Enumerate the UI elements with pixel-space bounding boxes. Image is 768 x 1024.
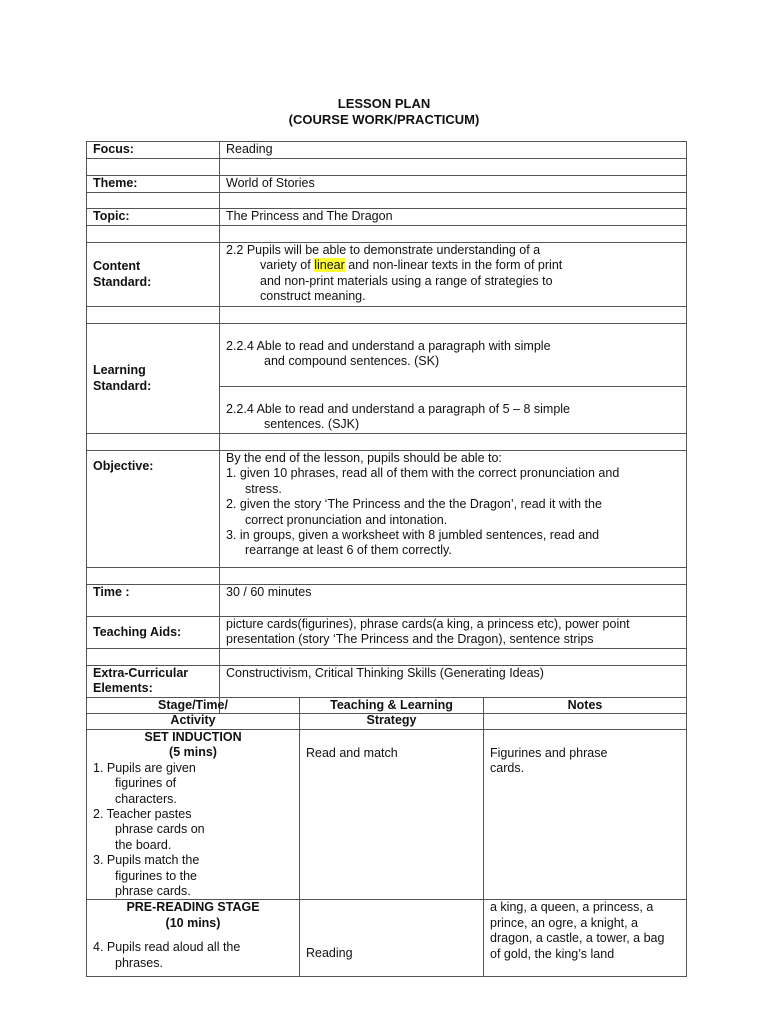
theme-value: World of Stories: [220, 176, 687, 193]
content-standard-label: [87, 243, 220, 307]
stage-header-line2: Activity: [170, 713, 216, 728]
extra-curricular-label-line2: Elements:: [93, 681, 153, 696]
learning-standard-label: [87, 324, 220, 434]
learning-standard-sk: [220, 324, 687, 387]
topic-row: [87, 209, 687, 226]
extra-curricular-value: Constructivism, Critical Thinking Skills (Generating Ideas): [220, 666, 687, 698]
time-label: Time :: [87, 585, 220, 617]
learning-standard-label-line1: Learning: [93, 363, 146, 378]
teaching-aids-line2: presentation (story ‘The Princess and the Dragon), sentence strips: [226, 632, 594, 647]
time-row: [87, 585, 687, 617]
objective-2-line2: correct pronunciation and intonation.: [245, 512, 448, 527]
document-title: LESSON PLAN: [337, 96, 431, 111]
lesson-details-table: [86, 141, 687, 714]
content-standard-line2-start: variety of: [260, 258, 315, 273]
highlighted-word: linear: [314, 258, 345, 273]
objective-1-line1: 1. given 10 phrases, read all of them with the correct pronunciation and: [226, 466, 620, 481]
strategy-header-line1: Teaching & Learning: [330, 698, 453, 712]
learning-standard-sk-line1: 2.2.4 Able to read and understand a paragraph with simple: [226, 339, 551, 353]
pre-reading-step-4: 4. Pupils read aloud all the phrases.: [93, 940, 241, 970]
content-standard-value: [220, 243, 687, 307]
content-standard-line3: and non-print materials using a range of strategies to: [260, 273, 553, 288]
content-standard-line1: 2.2 Pupils will be able to demonstrate understanding of a: [226, 243, 541, 257]
focus-value: Reading: [220, 142, 687, 159]
learning-standard-row-1: [87, 324, 687, 387]
stage-header-line1: Stage/Time/: [158, 698, 228, 712]
theme-row: [87, 176, 687, 193]
content-standard-line4: construct meaning.: [260, 289, 366, 304]
teaching-aids-value: [220, 617, 687, 649]
pre-reading-notes-text: a king, a queen, a princess, a prince, an ogre, a knight, a dragon, a castle, a tower, a bag of gold, the king’s land: [490, 900, 665, 961]
teaching-aids-label: Teaching Aids:: [87, 617, 220, 649]
focus-label: Focus:: [87, 142, 220, 159]
topic-label: Topic:: [87, 209, 220, 226]
time-value: 30 / 60 minutes: [220, 585, 687, 617]
document-subtitle: (COURSE WORK/PRACTICUM): [288, 112, 480, 127]
set-induction-step-3: 3. Pupils match the figurines to the phrase cards.: [93, 853, 200, 899]
objective-row: [87, 451, 687, 568]
content-standard-row: [87, 243, 687, 307]
content-standard-line2-end: and non-linear texts in the form of print: [344, 258, 563, 273]
learning-standard-sjk: [220, 387, 687, 434]
learning-standard-sjk-line2: sentences. (SJK): [264, 417, 360, 432]
set-induction-time: (5 mins): [169, 745, 217, 760]
pre-reading-title: PRE-READING STAGE: [126, 900, 260, 915]
content-standard-label-line1: Content: [93, 259, 141, 274]
teaching-aids-line1: picture cards(figurines), phrase cards(a king, a princess etc), power point: [226, 617, 630, 631]
pre-reading-strategy: Reading: [300, 900, 484, 977]
objective-1-line2: stress.: [245, 481, 282, 496]
stages-table: [86, 697, 687, 977]
set-induction-cell: [87, 730, 300, 900]
notes-column-header: Notes: [484, 698, 687, 730]
objective-3-line2: rearrange at least 6 of them correctly.: [245, 543, 452, 558]
pre-reading-cell: [87, 900, 300, 977]
pre-reading-notes: [484, 900, 687, 977]
extra-curricular-row: [87, 666, 687, 698]
stages-header-row: [87, 698, 687, 730]
objective-2-line1: 2. given the story ‘The Princess and the the Dragon’, read it with the: [226, 497, 602, 512]
set-induction-step-1: 1. Pupils are given figurines of characters.: [93, 760, 196, 806]
set-induction-strategy: Read and match: [300, 730, 484, 900]
set-induction-title: SET INDUCTION: [144, 730, 242, 744]
objective-value: [220, 451, 687, 568]
teaching-aids-row: [87, 617, 687, 649]
stage-column-header: [87, 698, 300, 730]
set-induction-notes: [484, 730, 687, 900]
learning-standard-label-line2: Standard:: [93, 378, 152, 393]
content-standard-line2: [226, 258, 680, 273]
set-induction-row: [87, 730, 687, 900]
objective-3-line1: 3. in groups, given a worksheet with 8 jumbled sentences, read and: [226, 528, 600, 543]
set-induction-notes-line1: Figurines and phrase: [490, 746, 608, 760]
pre-reading-row: [87, 900, 687, 977]
extra-curricular-label: [87, 666, 220, 698]
set-induction-step-2: 2. Teacher pastes phrase cards on the board.: [93, 807, 205, 852]
learning-standard-sk-line2: and compound sentences. (SK): [264, 354, 440, 369]
theme-label: Theme:: [87, 176, 220, 193]
set-induction-notes-line2: cards.: [490, 761, 525, 776]
strategy-column-header: [300, 698, 484, 730]
focus-row: [87, 142, 687, 159]
extra-curricular-label-line1: Extra-Curricular: [93, 666, 189, 680]
topic-value: The Princess and The Dragon: [220, 209, 687, 226]
objective-label: Objective:: [87, 451, 220, 568]
pre-reading-time: (10 mins): [165, 915, 221, 930]
objective-intro: By the end of the lesson, pupils should be able to:: [226, 451, 502, 465]
learning-standard-sjk-line1: 2.2.4 Able to read and understand a paragraph of 5 – 8 simple: [226, 402, 570, 416]
strategy-header-line2: Strategy: [366, 713, 417, 728]
content-standard-label-line2: Standard:: [93, 274, 152, 289]
